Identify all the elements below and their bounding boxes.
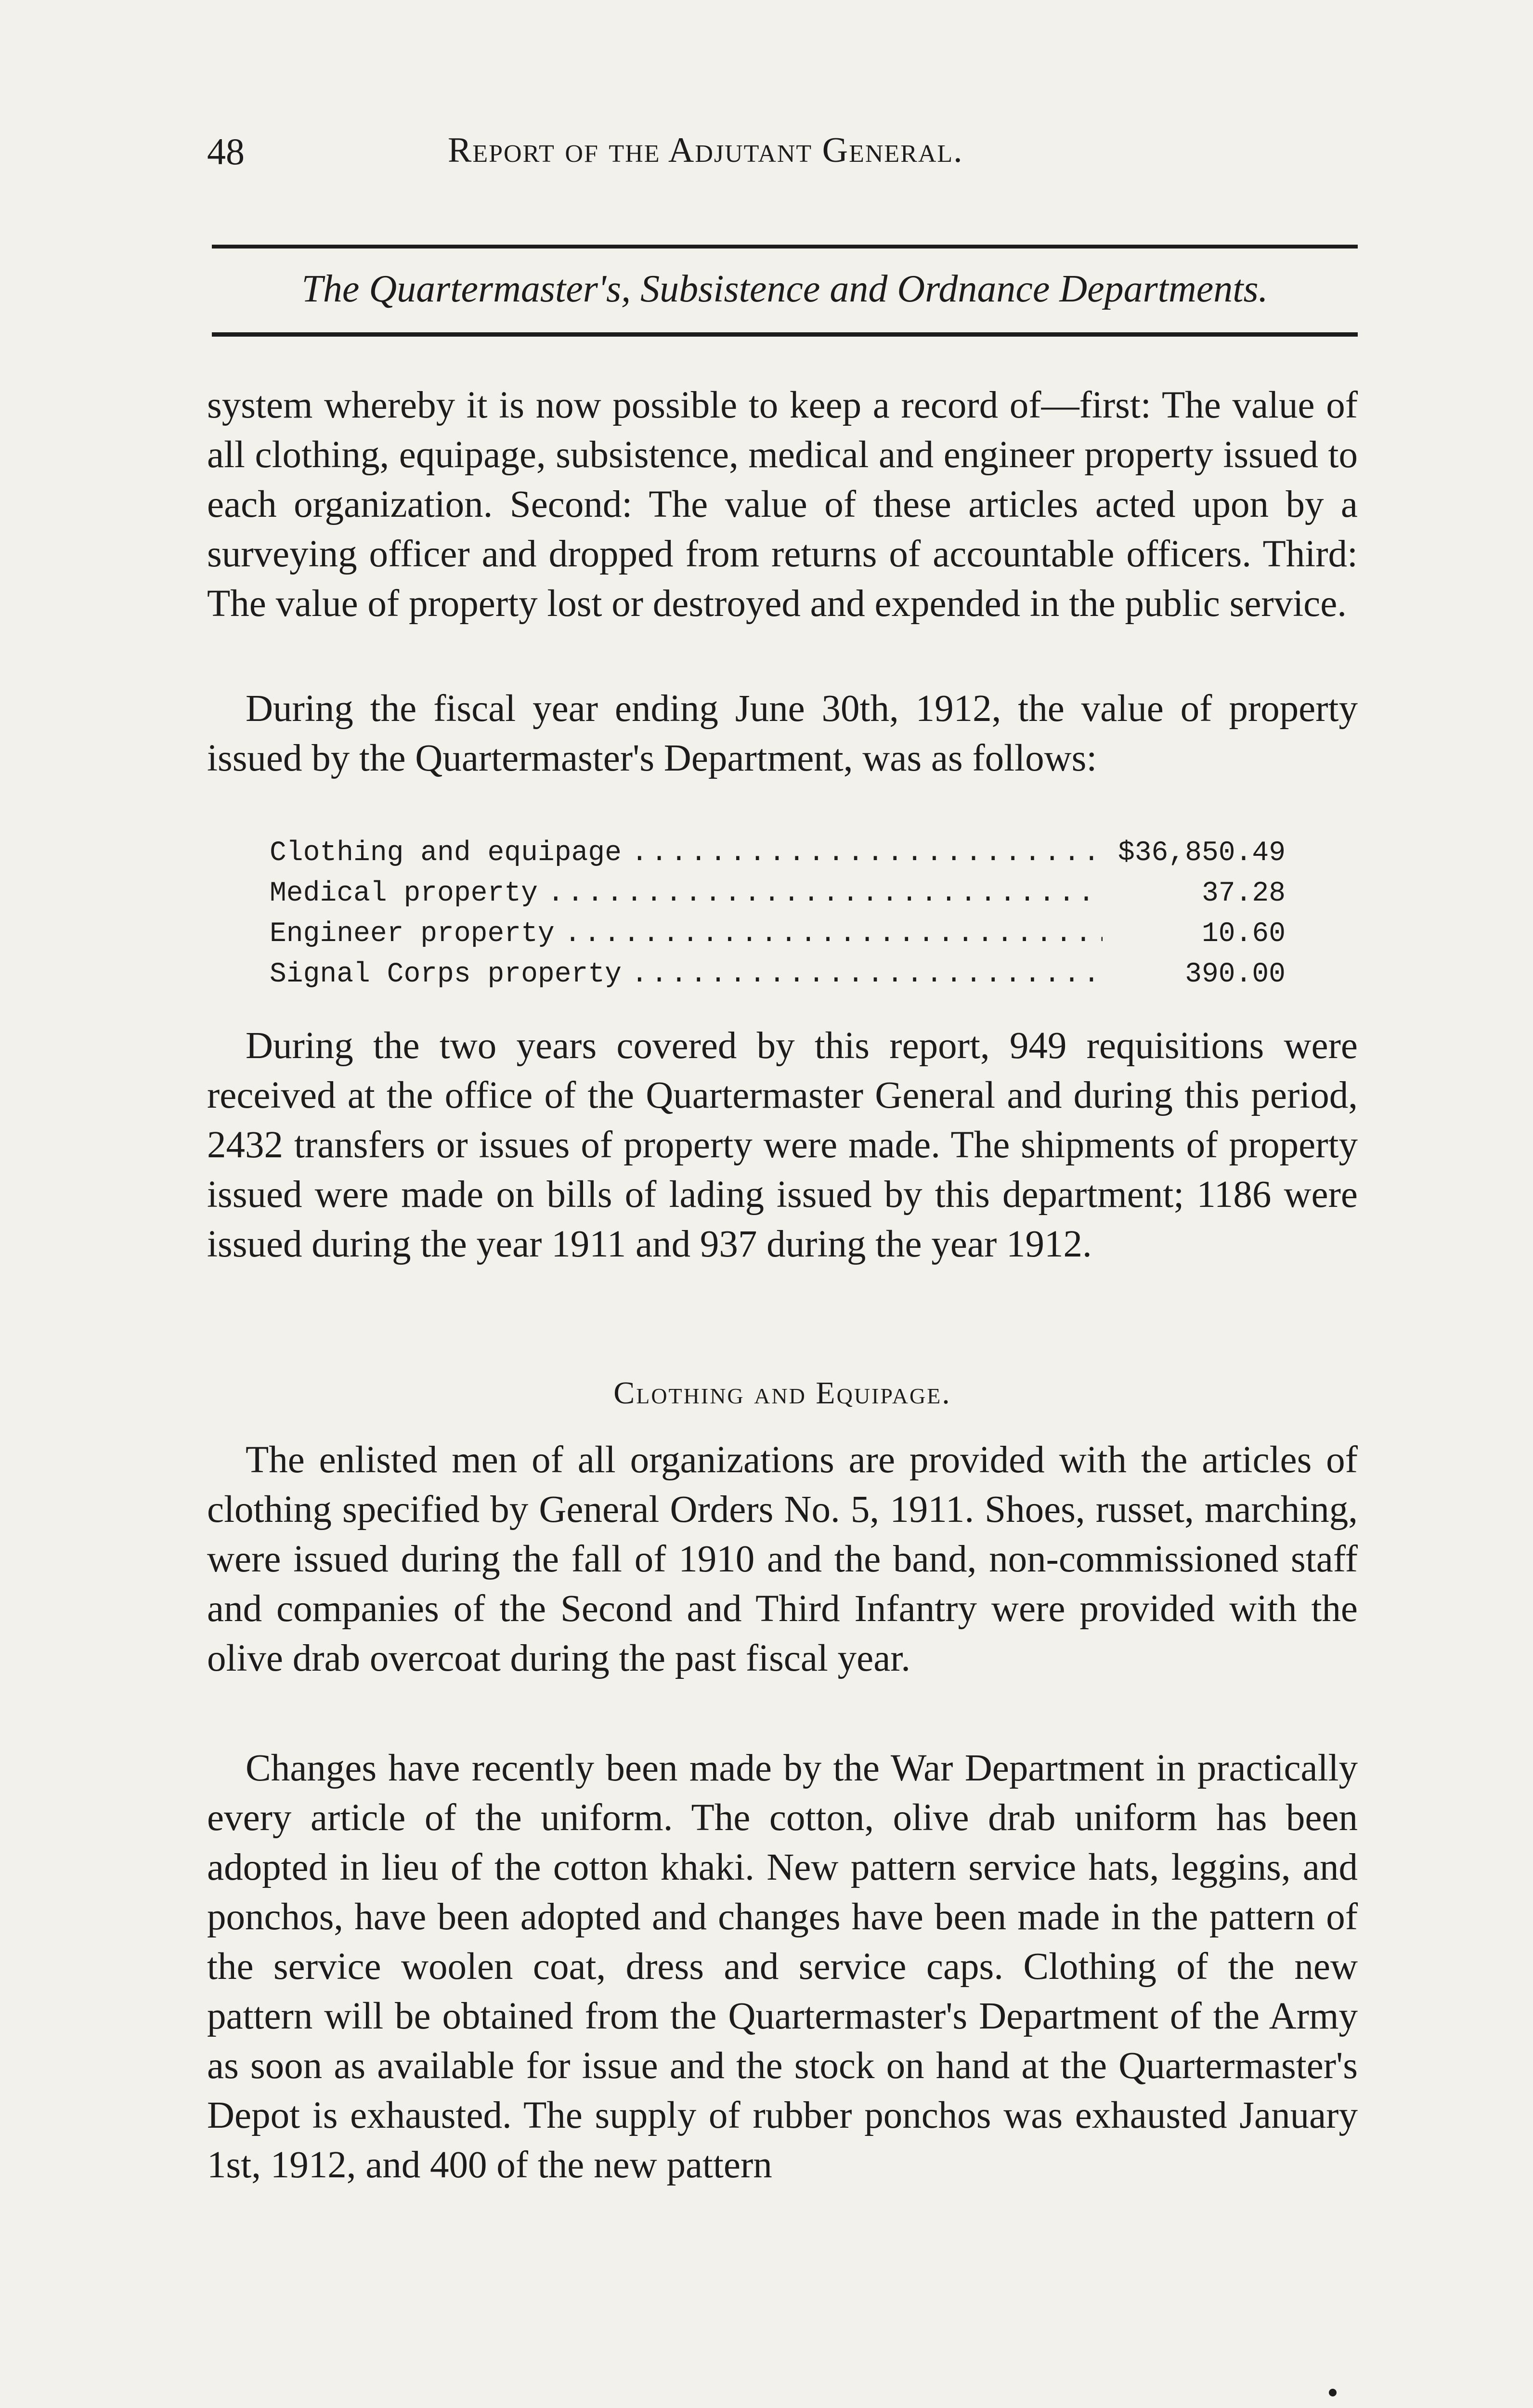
ledger-row [270,955,1286,995]
bottom-rule [212,332,1358,337]
ink-speck [1329,2389,1337,2396]
ledger-row [270,833,1286,874]
paragraph-text: During the fiscal year ending June 30th, 1912, the value of property issued by the Quartermaster's Department, was as follows: [207,688,1358,779]
ledger-amount: 10.60 [1201,918,1286,950]
dot-leader [564,914,1103,955]
ledger-item: Signal Corps property [270,959,622,990]
paragraph-text: During the two years covered by this report, 949 requisitions were received at the office of the Quartermaster General and during this period, 2432 transfers or issues of property were made. The shipments of property issued were made on bills of lading issued by this department; 1186 were issued during the year 1911 and 937 during the year 1912. [207,1025,1358,1265]
property-ledger [270,833,1286,995]
ledger-item: Clothing and equipage [270,838,622,869]
dot-leader [631,955,1103,995]
paragraph-2 [207,684,1358,783]
ledger-row [270,874,1286,914]
paragraph-text: Changes have recently been made by the War Department in practically every article of the uniform. The cotton, olive drab uniform has been adopted in lieu of the cotton khaki. New pattern service hats, leggins, and ponchos, have been adopted and changes have been made in the pattern of the service woolen coat, dress and service caps. Clothing of the new pattern will be obtained from the Quartermaster's Department of the Army as soon as available for issue and the stock on hand at the Quartermaster's Depot is exhausted. The supply of rubber ponchos was exhausted January 1st, 1912, and 400 of the new pattern [207,1747,1358,2186]
running-title: Report of the Adjutant General. [448,131,963,170]
ledger-amount: 390.00 [1185,959,1286,990]
ledger-amount: 37.28 [1201,878,1286,909]
ledger-item: Medical property [270,878,538,909]
ledger-item: Engineer property [270,918,555,950]
paragraph-text: system whereby it is now possible to keep a record of—first: The value of all clothing, equipage, subsistence, medical and engineer property issued to each organization. Second: The value of these articles acted upon by a surveying officer and dropped from returns of accountable officers. Third: The value of property lost or destroyed and expended in the public service. [207,384,1358,625]
section-title: The Quartermaster's, Subsistence and Ordnance Departments. [301,268,1268,310]
ledger-row [270,914,1286,955]
dot-leader [547,874,1103,914]
top-rule [212,245,1358,249]
paragraph-5 [207,1743,1358,2190]
dot-leader [631,833,1103,874]
ledger-amount: $36,850.49 [1117,838,1286,869]
paragraph-3 [207,1021,1358,1269]
page-number: 48 [207,131,245,172]
paragraph-4 [207,1435,1358,1683]
running-head [207,130,1353,183]
subheading: Clothing and Equipage. [613,1375,951,1411]
paragraph-1 [207,380,1358,628]
paragraph-text: The enlisted men of all organizations are provided with the articles of clothing specified by General Orders No. 5, 1911. Shoes, russet, marching, were issued during the fall of 1910 and the band, non-commissioned staff and companies of the Second and Third Infantry were provided with the olive drab overcoat during the past fiscal year. [207,1439,1358,1679]
